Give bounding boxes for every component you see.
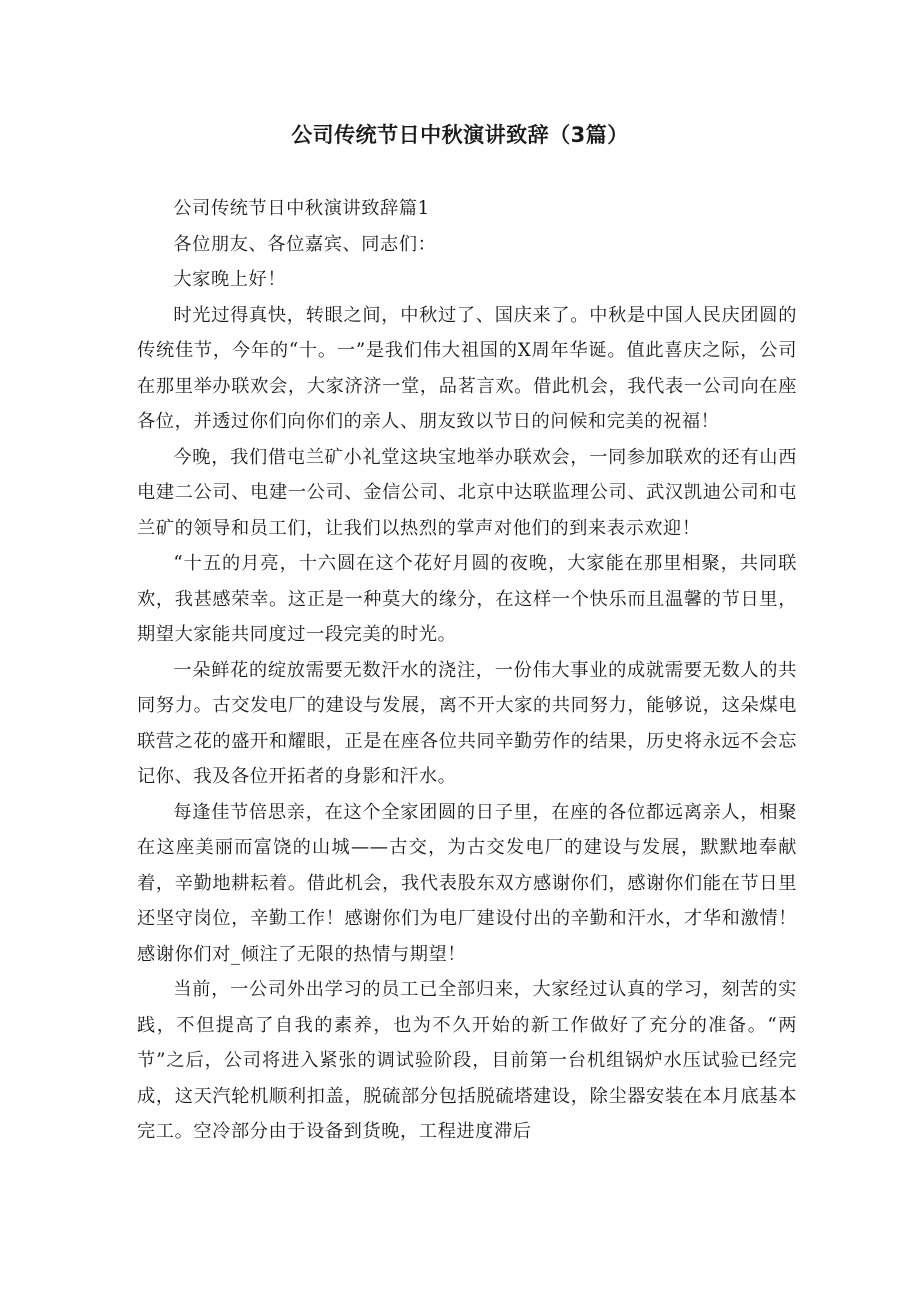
body-paragraph: 一朵鲜花的绽放需要无数汗水的浇注，一份伟大事业的成就需要无数人的共同努力。古交发电厂的建设与发展，离不开大家的共同努力，能够说，这朵煤电联营之花的盛开和耀眼，正是在座各位共同辛勤劳作的结果，历史将永远不会忘记你、我及各位开拓者的身影和汗水。 — [137, 659, 797, 787]
document-body — [137, 191, 797, 1150]
body-paragraph: 今晚，我们借屯兰矿小礼堂这块宝地举办联欢会，一同参加联欢的还有山西电建二公司、电建一公司、金信公司、北京中达联监理公司、武汉凯迪公司和屯兰矿的领导和员工们，让我们以热烈的掌声对他们的到来表示欢迎！ — [137, 446, 797, 539]
body-paragraph: 当前，一公司外出学习的员工已全部归来，大家经过认真的学习，刻苦的实践，不但提高了自我的素养，也为不久开始的新工作做好了充分的准备。“两节”之后，公司将进入紧张的调试验阶段，目前第一台机组锅炉水压试验已经完成，这天汽轮机顺利扣盖，脱硫部分包括脱硫塔建设，除尘器安装在本月底基本完工。空冷部分由于设备到货晚，工程进度滞后 — [137, 979, 797, 1142]
salutation: 各位朋友、各位嘉宾、同志们： — [173, 233, 437, 255]
section-heading: 公司传统节日中秋演讲致辞篇1 — [173, 198, 430, 219]
greeting: 大家晚上好！ — [173, 269, 287, 290]
body-paragraph: 每逢佳节倍思亲，在这个全家团圆的日子里，在座的各位都远离亲人，相聚在这座美丽而富饶的山城——古交，为古交发电厂的建设与发展，默默地奉献着，辛勤地耕耘着。借此机会，我代表股东双方感谢你们，感谢你们能在节日里还坚守岗位，辛勤工作！感谢你们为电厂建设付出的辛勤和汗水，才华和激情！感谢你们对_倾注了无限的热情与期望！ — [137, 801, 797, 965]
body-paragraph: “十五的月亮，十六圆在这个花好月圆的夜晚，大家能在那里相聚，共同联欢，我甚感荣幸。这正是一种莫大的缘分，在这样一个快乐而且温馨的节日里，期望大家能共同度过一段完美的时光。 — [137, 553, 797, 645]
document-title: 公司传统节日中秋演讲致辞（3篇） — [291, 123, 629, 147]
body-paragraph: 时光过得真快，转眼之间，中秋过了、国庆来了。中秋是中国人民庆团圆的传统佳节，今年的“十。一”是我们伟大祖国的X周年华诞。值此喜庆之际，公司在那里举办联欢会，大家济济一堂，品茗言欢。借此机会，我代表一公司向在座各位，并透过你们向你们的亲人、朋友致以节日的问候和完美的祝福！ — [137, 304, 797, 432]
